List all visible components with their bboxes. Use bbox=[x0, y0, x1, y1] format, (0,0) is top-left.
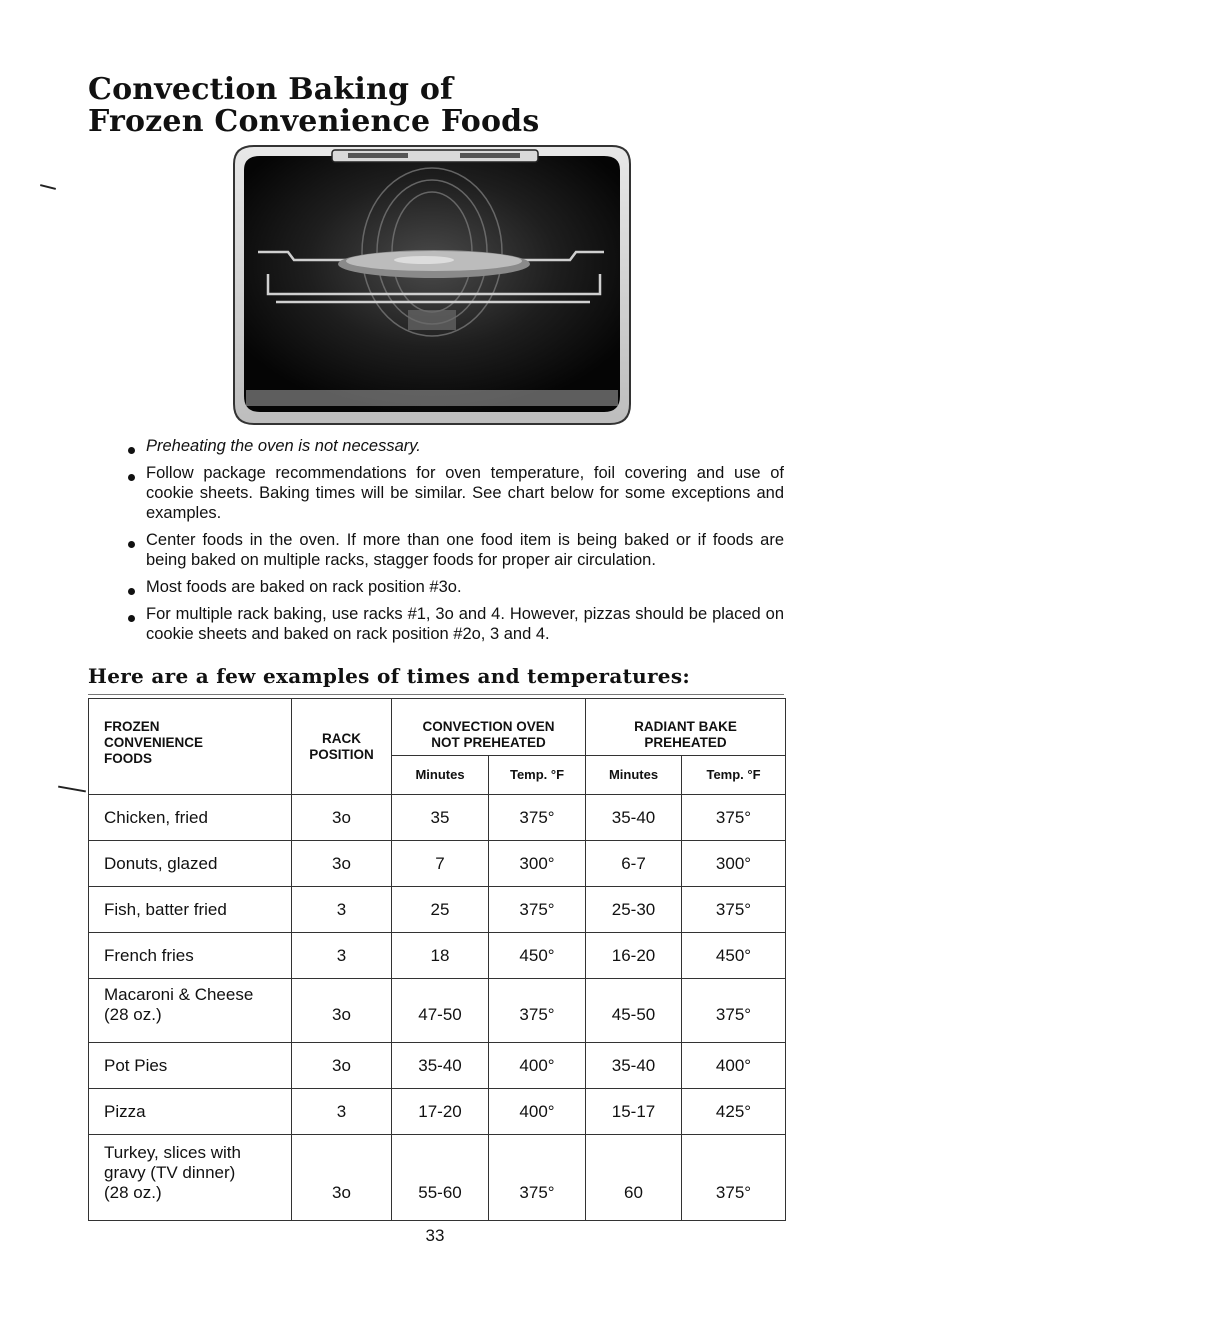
table-row bbox=[89, 841, 786, 887]
convection-minutes-cell: 25 bbox=[392, 887, 489, 933]
header-conv-temp: Temp. °F bbox=[489, 756, 586, 795]
convection-temp-cell: 400° bbox=[489, 1043, 586, 1089]
list-item bbox=[120, 577, 784, 597]
radiant-minutes-cell: 35-40 bbox=[586, 795, 682, 841]
bullet-text: Follow package recommendations for oven temperature, foil covering and use of cookie sheets. Baking times will be similar. See chart below for some exceptions and examples. bbox=[146, 464, 784, 522]
table-row bbox=[89, 979, 786, 1043]
oven-interior-photo-icon bbox=[228, 142, 634, 430]
radiant-minutes-cell: 45-50 bbox=[586, 979, 682, 1043]
rack-position-cell: 3o bbox=[292, 795, 392, 841]
rack-position-cell: 3o bbox=[292, 841, 392, 887]
page-title bbox=[88, 74, 539, 138]
radiant-temp-cell: 400° bbox=[682, 1043, 786, 1089]
bullet-text: Preheating the oven is not necessary. bbox=[146, 437, 421, 455]
food-name-cell: French fries bbox=[89, 933, 292, 979]
food-name-cell: Pot Pies bbox=[89, 1043, 292, 1089]
convection-temp-cell: 375° bbox=[489, 1135, 586, 1221]
radiant-minutes-cell: 35-40 bbox=[586, 1043, 682, 1089]
scan-mark bbox=[58, 786, 86, 793]
header-rad-minutes: Minutes bbox=[586, 756, 682, 795]
rack-position-cell: 3 bbox=[292, 933, 392, 979]
tips-list bbox=[120, 436, 784, 651]
scan-mark bbox=[40, 184, 56, 190]
convection-temp-cell: 450° bbox=[489, 933, 586, 979]
radiant-temp-cell: 450° bbox=[682, 933, 786, 979]
convection-minutes-cell: 35 bbox=[392, 795, 489, 841]
radiant-temp-cell: 375° bbox=[682, 979, 786, 1043]
header-conv-minutes: Minutes bbox=[392, 756, 489, 795]
radiant-minutes-cell: 60 bbox=[586, 1135, 682, 1221]
radiant-minutes-cell: 16-20 bbox=[586, 933, 682, 979]
radiant-temp-cell: 425° bbox=[682, 1089, 786, 1135]
radiant-temp-cell: 375° bbox=[682, 1135, 786, 1221]
food-name-cell: Macaroni & Cheese (28 oz.) bbox=[89, 979, 292, 1043]
page-number: 33 bbox=[425, 1226, 445, 1245]
table-row bbox=[89, 1135, 786, 1221]
header-convection-oven: CONVECTION OVEN NOT PREHEATED bbox=[392, 699, 586, 756]
convection-temp-cell: 375° bbox=[489, 979, 586, 1043]
baking-chart-table bbox=[88, 698, 786, 1221]
food-name-cell: Chicken, fried bbox=[89, 795, 292, 841]
chart-body bbox=[89, 795, 786, 1221]
convection-minutes-cell: 35-40 bbox=[392, 1043, 489, 1089]
table-row bbox=[89, 887, 786, 933]
section-heading: Here are a few examples of times and temperatures: bbox=[88, 664, 691, 688]
rack-position-cell: 3o bbox=[292, 979, 392, 1043]
list-item bbox=[120, 604, 784, 644]
convection-minutes-cell: 55-60 bbox=[392, 1135, 489, 1221]
radiant-temp-cell: 375° bbox=[682, 887, 786, 933]
bullet-text: Most foods are baked on rack position #3o. bbox=[146, 578, 462, 596]
rack-position-cell: 3o bbox=[292, 1135, 392, 1221]
rack-position-cell: 3 bbox=[292, 887, 392, 933]
table-row bbox=[89, 933, 786, 979]
bullet-text: For multiple rack baking, use racks #1, 3o and 4. However, pizzas should be placed on cookie sheets and baked on rack position #2o, 3 and 4. bbox=[146, 605, 784, 643]
rack-position-cell: 3o bbox=[292, 1043, 392, 1089]
bullet-text: Center foods in the oven. If more than one food item is being baked or if foods are being baked on multiple racks, stagger foods for proper air circulation. bbox=[146, 531, 784, 569]
table-row bbox=[89, 1089, 786, 1135]
convection-minutes-cell: 47-50 bbox=[392, 979, 489, 1043]
title-line-2: Frozen Convenience Foods bbox=[88, 104, 540, 139]
header-radiant-bake: RADIANT BAKE PREHEATED bbox=[586, 699, 786, 756]
list-item bbox=[120, 463, 784, 523]
header-rack-position: RACK POSITION bbox=[292, 699, 392, 795]
radiant-minutes-cell: 15-17 bbox=[586, 1089, 682, 1135]
table-row bbox=[89, 1043, 786, 1089]
title-line-1: Convection Baking of bbox=[88, 72, 454, 107]
convection-temp-cell: 375° bbox=[489, 795, 586, 841]
food-name-cell: Donuts, glazed bbox=[89, 841, 292, 887]
header-food: FROZEN CONVENIENCE FOODS bbox=[89, 699, 292, 795]
rack-position-cell: 3 bbox=[292, 1089, 392, 1135]
convection-temp-cell: 375° bbox=[489, 887, 586, 933]
header-rad-temp: Temp. °F bbox=[682, 756, 786, 795]
heading-rule bbox=[88, 694, 784, 695]
table-row bbox=[89, 795, 786, 841]
food-name-cell: Fish, batter fried bbox=[89, 887, 292, 933]
radiant-minutes-cell: 25-30 bbox=[586, 887, 682, 933]
radiant-temp-cell: 375° bbox=[682, 795, 786, 841]
radiant-temp-cell: 300° bbox=[682, 841, 786, 887]
convection-minutes-cell: 7 bbox=[392, 841, 489, 887]
food-name-cell: Pizza bbox=[89, 1089, 292, 1135]
convection-temp-cell: 400° bbox=[489, 1089, 586, 1135]
convection-minutes-cell: 18 bbox=[392, 933, 489, 979]
radiant-minutes-cell: 6-7 bbox=[586, 841, 682, 887]
food-name-cell: Turkey, slices with gravy (TV dinner) (28 oz.) bbox=[89, 1135, 292, 1221]
list-item bbox=[120, 436, 784, 456]
list-item bbox=[120, 530, 784, 570]
convection-temp-cell: 300° bbox=[489, 841, 586, 887]
convection-minutes-cell: 17-20 bbox=[392, 1089, 489, 1135]
